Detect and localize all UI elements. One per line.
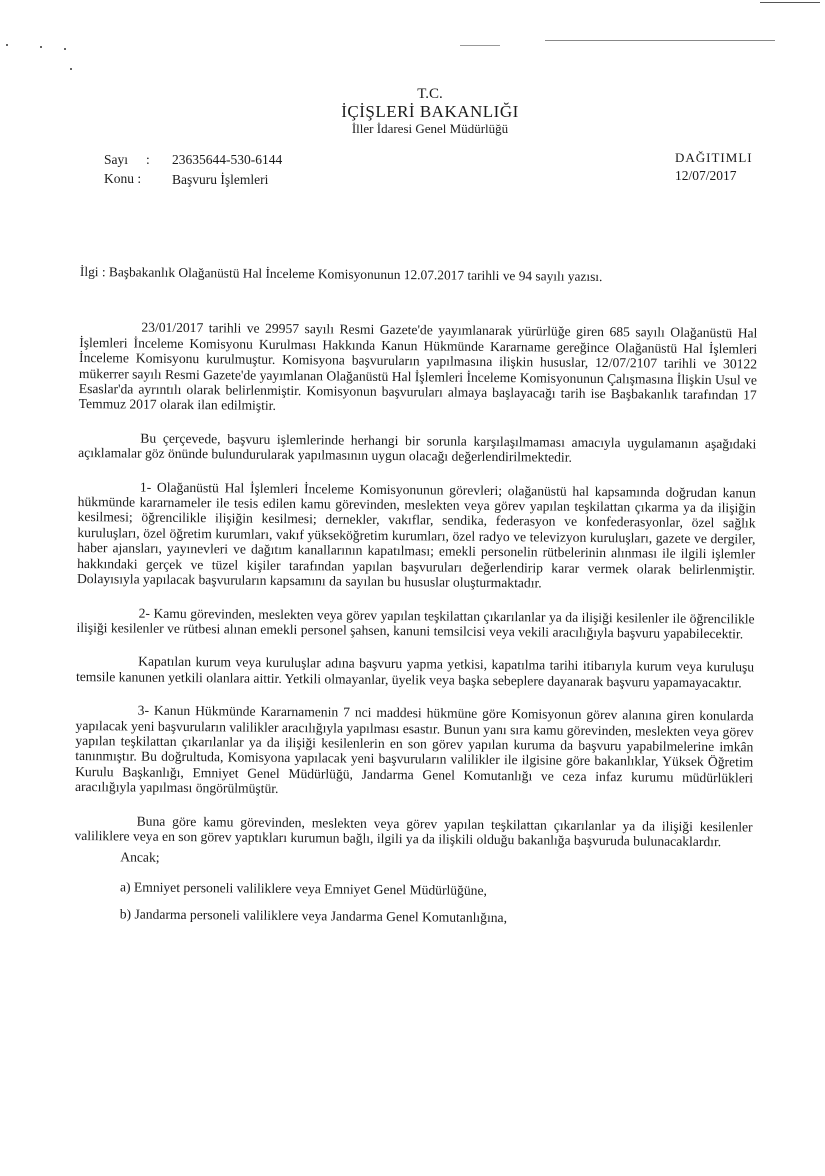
scan-artifact-line [760, 2, 820, 3]
konu-label: Konu : [104, 171, 142, 186]
paragraph-2: Bu çerçevede, başvuru işlemlerinde herhangi bir sorunla karşılaşılmaması amacıyla uygulamanın aşağıdaki açıklamalar göz önünde bulundurularak yapılmasının uygun olacağı değerlendirilmektedir. [78, 430, 757, 465]
document-body [74, 264, 758, 928]
list-item-a: a) Emniyet personeli valiliklere veya Emniyet Genel Müdürlüğüne, [119, 879, 488, 898]
paragraph-1: 23/01/2017 tarihli ve 29957 sayılı Resmi Gazete'de yayımlanarak yürürlüğe giren 685 sayılı Olağanüstü Hal İşlemleri İnceleme Komisyonu Kurulması Hakkında Kanun Hükmünde Kararname gereğince Olağanüstü Hal İşlemleri İnceleme Komisyonu kurulmuştur. Komisyona başvuruların yapılmasına ilişkin hususlar, 12/07/2107 tarihli ve 30122 mükerrer sayılı Resmi Gazete'de yayımlanan Olağanüstü Hal İşlemleri İnceleme Komisyonunun Çalışmasına İlişkin Usul ve Esaslar'da ayrıntılı olarak belirlenmiştir. Komisyonun başvuruları almaya başlayacağı tarih ise Başbakanlık tarafından 17 Temmuz 2017 olarak ilan edilmiştir. [78, 319, 758, 414]
sayi-colon: : [146, 152, 150, 167]
scan-artifact-dot [40, 46, 42, 48]
department-name: İller İdaresi Genel Müdürlüğü [351, 121, 509, 136]
scan-artifact-dot [70, 68, 72, 70]
paragraph-8: Ancak; [120, 849, 160, 866]
paragraph-3: 1- Olağanüstü Hal İşlemleri İnceleme Komisyonunun görevleri; olağanüstü hal kapsamında doğrudan kanun hükmünde kararnameler ile tesis edilen kamu görevinden, meslekten veya görev yapılan teşkilattan çıkarma ya da ilişiğin kesilmesi; öğrencilikle ilişiğin kesilmesi; dernekler, vakıflar, sendika, federasyon ve konfederasyonlar, özel sağlık kuruluşları, özel öğretim kurumları, vakıf yükseköğretim kurumları, özel radyo ve televizyon kuruluşları, gazete ve dergiler, haber ajansları, yayınevleri ve dağıtım kanallarının kapatılması; emekli personelin rütbelerinin alınması ile ilgili işlemler hakkındaki gerçek ve tüzel kişiler tarafından yapılan başvuruları değerlendirip karar vermek olarak belirlenmiştir. Dolayısıyla yapılacak başvuruların kapsamını da sayılan bu hususlar oluşturmaktadır. [76, 479, 756, 591]
scan-artifact-line [460, 45, 500, 46]
list-item-b: b) Jandarma personeli valiliklere veya Jandarma Genel Komutanlığına, [119, 906, 508, 926]
scan-artifact-dot [64, 48, 66, 50]
header-tc: T.C. [417, 86, 443, 102]
reference-line: İlgi : Başbakanlık Olağanüstü Hal İnceleme Komisyonunun 12.07.2017 tarihli ve 94 sayılı yazısı. [79, 264, 603, 285]
paragraph-7: Buna göre kamu görevinden, meslekten veya görev yapılan teşkilattan çıkarılanlar ya da ilişiği kesilenler valiliklere veya en son görev yaptıkları kurumun bağlı, ilgili ya da ilişkili olduğu bakanlığa başvuruda bulunacaklardır. [74, 813, 753, 850]
konu-value: Başvuru İşlemleri [172, 172, 269, 187]
sayi-label: Sayı [104, 152, 129, 167]
document-date: 12/07/2017 [675, 168, 737, 183]
ministry-name: İÇİŞLERİ BAKANLIĞI [341, 102, 519, 121]
paragraph-5: Kapatılan kurum veya kuruluşlar adına başvuru yapma yetkisi, kapatılma tarihi itibarıyla kurum veya kuruluşu temsile kanunen yetkili olanlara aittir. Yetkili olmayanlar, üyelik veya başka sebeplere dayanarak başvuru yapamayacaktır. [75, 653, 755, 691]
distribution-label: DAĞITIMLI [675, 150, 753, 165]
scan-artifact-dot [6, 44, 8, 46]
sayi-value: 23635644-530-6144 [172, 152, 283, 167]
scan-artifact-line [545, 40, 775, 41]
paragraph-4: 2- Kamu görevinden, meslekten veya görev yapılan teşkilattan çıkarılanlar ya da ilişiği kesilenler ile öğrencilikle ilişiği kesilenler ve rütbesi alınan emekli personel şahsen, kanuni temsilcisi veya vekili aracılığıyla başvuru yapabilecektir. [76, 605, 755, 642]
paragraph-6: 3- Kanun Hükmünde Kararnamenin 7 nci maddesi hükmüne göre Komisyonun görev alanına giren konularda yapılacak yeni başvuruların valilikler aracılığıyla yapılması esastır. Bunun yanı sıra kamu görevinden, meslekten veya görev yapılan teşkilattan çıkarılanlar ya da ilişiği kesilenlerin en son görev yapılan kuruma da başvuru yapabilmelerine imkân tanınmıştır. Bu doğrultuda, Komisyona yapılacak yeni başvuruların valilikler ile ilgisine göre bakanlıklar, Yüksek Öğretim Kurulu Başkanlığı, Emniyet Genel Müdürlüğü, Jandarma Genel Komutanlığı ve ceza infaz kurumu müdürlükleri aracılığıyla yapılması öngörülmüştür. [74, 702, 754, 797]
